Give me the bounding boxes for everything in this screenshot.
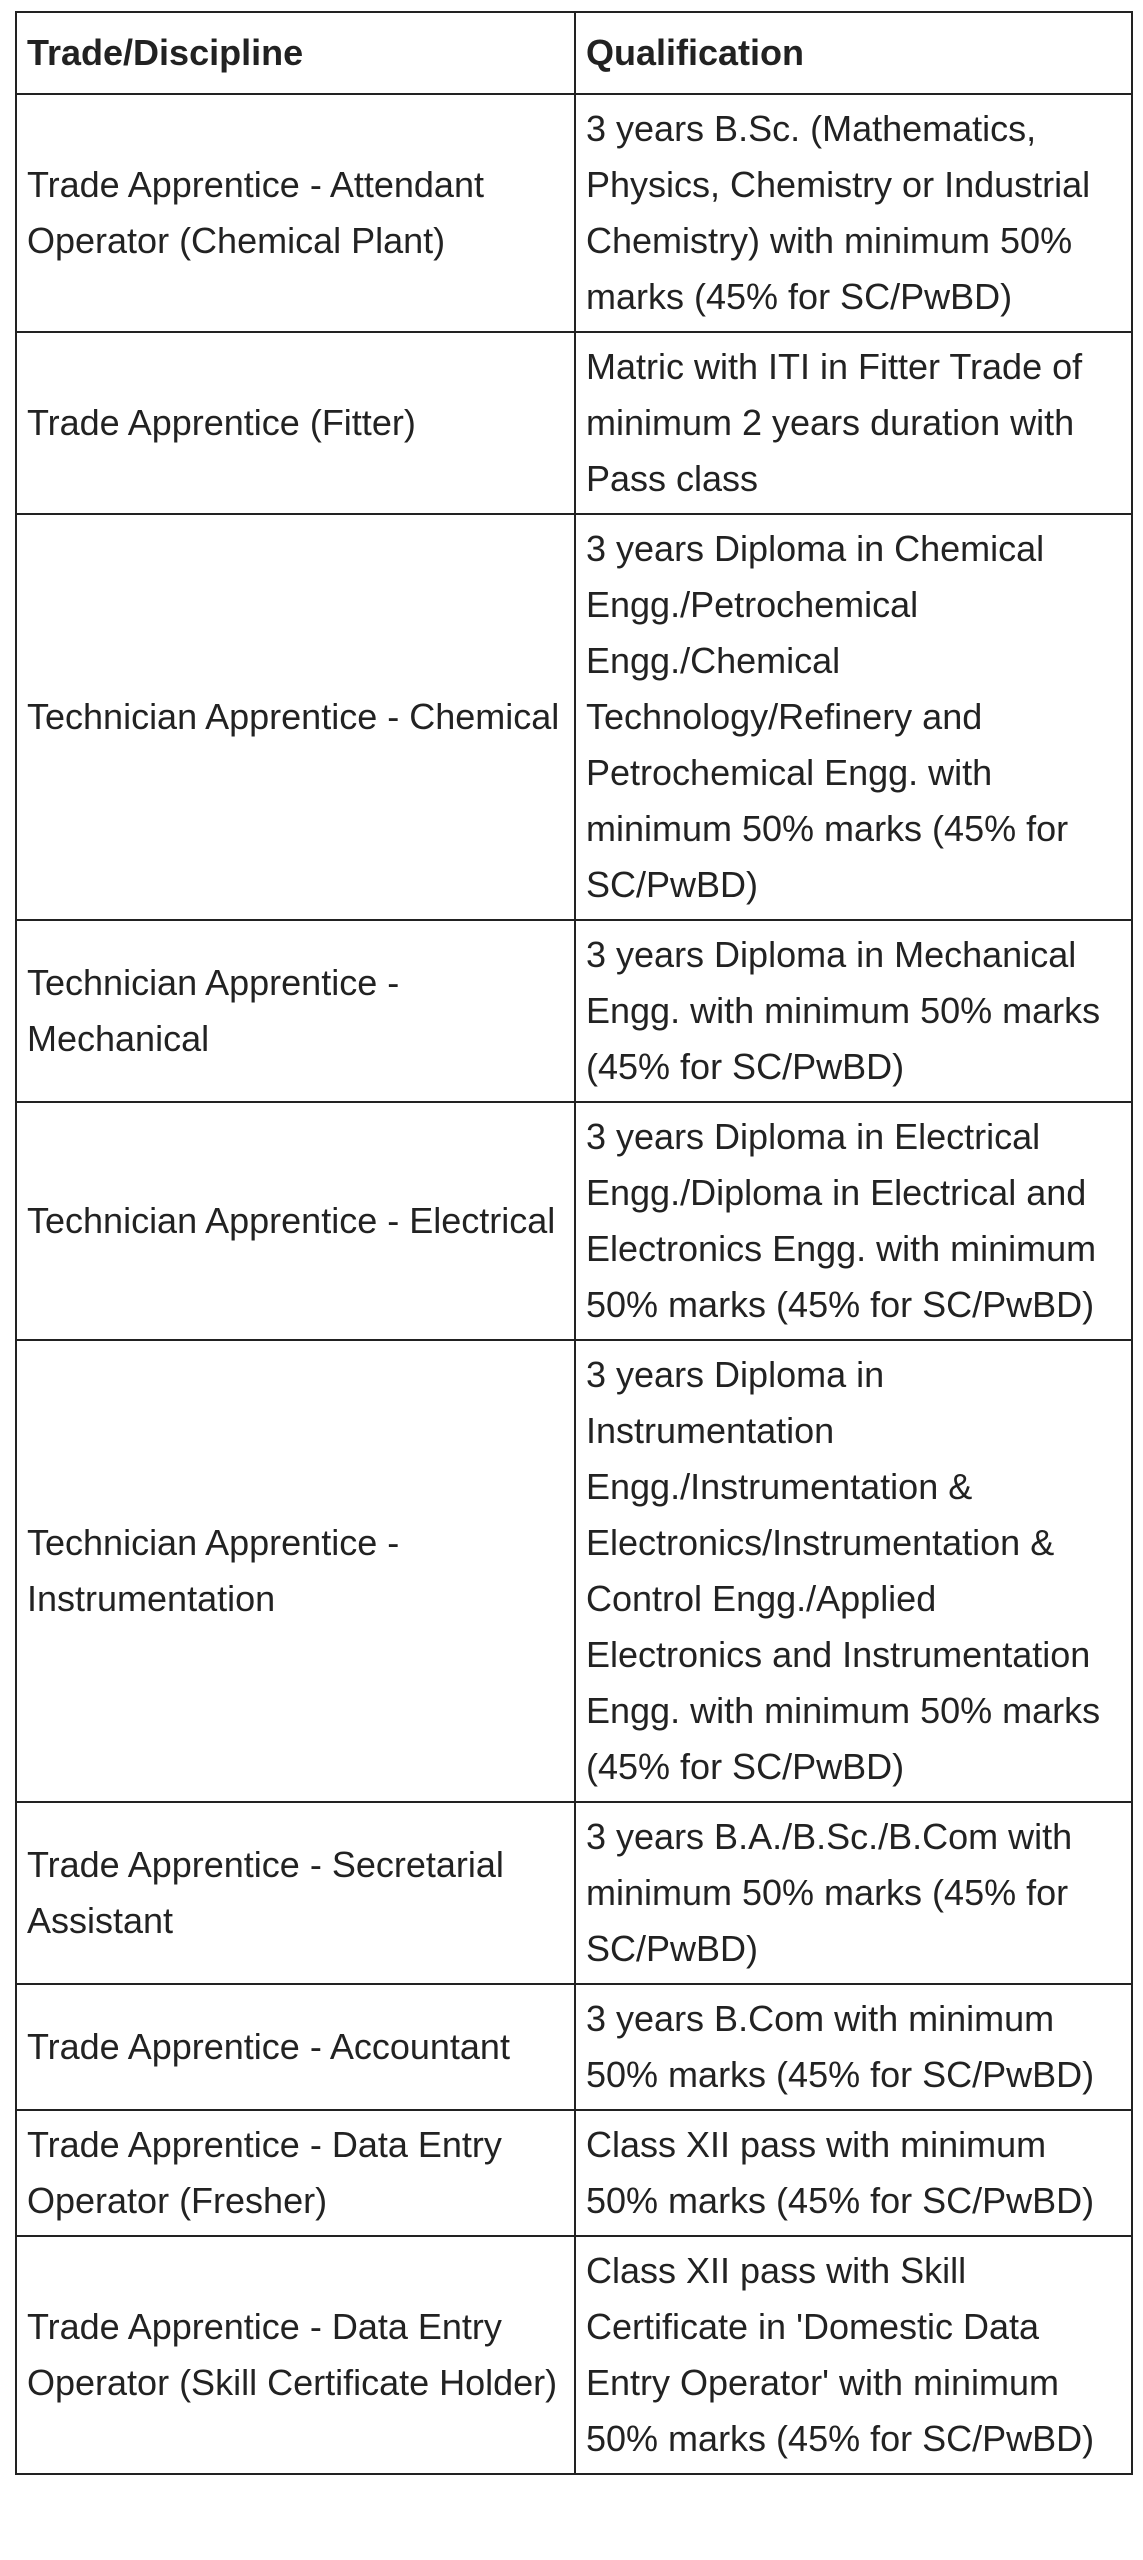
cell-discipline: Trade Apprentice - Data Entry Operator (Skill Certificate Holder) [16,2236,575,2474]
table-row [16,332,1132,514]
cell-qualification: 3 years Diploma in Electrical Engg./Diploma in Electrical and Electronics Engg. with minimum 50% marks (45% for SC/PwBD) [575,1102,1132,1340]
table-row [16,2236,1132,2474]
table-row [16,514,1132,920]
table-header-row [16,12,1132,94]
table-row [16,1102,1132,1340]
cell-qualification: 3 years Diploma in Mechanical Engg. with minimum 50% marks (45% for SC/PwBD) [575,920,1132,1102]
table-row [16,920,1132,1102]
cell-discipline: Technician Apprentice - Mechanical [16,920,575,1102]
cell-discipline: Trade Apprentice (Fitter) [16,332,575,514]
cell-qualification: 3 years B.Sc. (Mathematics, Physics, Chemistry or Industrial Chemistry) with minimum 50% marks (45% for SC/PwBD) [575,94,1132,332]
cell-qualification: 3 years B.A./B.Sc./B.Com with minimum 50% marks (45% for SC/PwBD) [575,1802,1132,1984]
cell-discipline: Trade Apprentice - Data Entry Operator (Fresher) [16,2110,575,2236]
cell-qualification: Class XII pass with Skill Certificate in 'Domestic Data Entry Operator' with minimum 50% marks (45% for SC/PwBD) [575,2236,1132,2474]
table-row [16,1984,1132,2110]
table-row [16,2110,1132,2236]
cell-qualification: Matric with ITI in Fitter Trade of minimum 2 years duration with Pass class [575,332,1132,514]
qualification-table [15,11,1133,2475]
cell-qualification: 3 years Diploma in Instrumentation Engg./Instrumentation & Electronics/Instrumentation & Control Engg./Applied Electronics and Instrumentation Engg. with minimum 50% marks (45% for SC/PwBD) [575,1340,1132,1802]
cell-qualification: Class XII pass with minimum 50% marks (45% for SC/PwBD) [575,2110,1132,2236]
table-row [16,1802,1132,1984]
cell-discipline: Technician Apprentice - Chemical [16,514,575,920]
table-row [16,1340,1132,1802]
header-qualification: Qualification [575,12,1132,94]
cell-qualification: 3 years B.Com with minimum 50% marks (45% for SC/PwBD) [575,1984,1132,2110]
cell-qualification: 3 years Diploma in Chemical Engg./Petrochemical Engg./Chemical Technology/Refinery and Petrochemical Engg. with minimum 50% marks (45% for SC/PwBD) [575,514,1132,920]
cell-discipline: Trade Apprentice - Accountant [16,1984,575,2110]
cell-discipline: Trade Apprentice - Secretarial Assistant [16,1802,575,1984]
table-row [16,94,1132,332]
cell-discipline: Technician Apprentice - Electrical [16,1102,575,1340]
qualification-table-container [15,11,1131,2475]
cell-discipline: Trade Apprentice - Attendant Operator (Chemical Plant) [16,94,575,332]
cell-discipline: Technician Apprentice - Instrumentation [16,1340,575,1802]
header-trade-discipline: Trade/Discipline [16,12,575,94]
